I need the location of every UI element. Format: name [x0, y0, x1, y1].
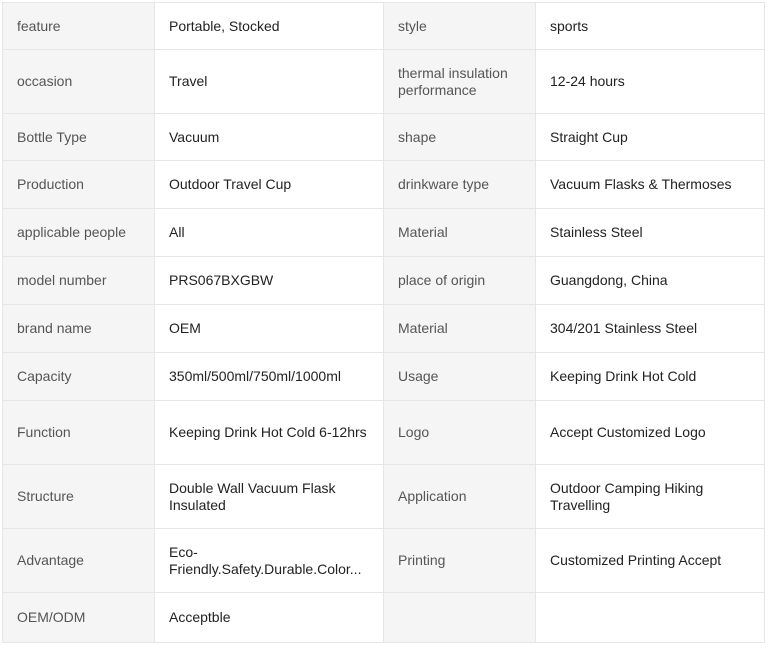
attribute-name: Material [398, 320, 448, 336]
table-row [3, 3, 765, 50]
attribute-name-cell [3, 114, 155, 161]
attribute-value-cell [155, 3, 384, 50]
attribute-name-cell [3, 305, 155, 353]
table-row [3, 353, 765, 401]
attribute-name: Bottle Type [17, 128, 87, 145]
attribute-name: Application [398, 488, 467, 504]
attribute-value-cell [536, 257, 765, 305]
attribute-value: 350ml/500ml/750ml/1000ml [169, 368, 341, 384]
attribute-value-cell [536, 353, 765, 401]
attribute-value: Travel [169, 73, 208, 89]
table-row [3, 114, 765, 161]
attribute-name-cell [3, 401, 155, 465]
attribute-name: OEM/ODM [17, 609, 86, 625]
attribute-name-cell [3, 529, 155, 593]
attribute-name-cell [384, 209, 536, 257]
attribute-name-cell [384, 114, 536, 161]
attribute-value-cell [536, 3, 765, 50]
attribute-name-cell [3, 209, 155, 257]
table-row [3, 465, 765, 529]
attribute-value: Vacuum Flasks & Thermoses [550, 176, 732, 192]
attribute-value: sports [550, 17, 589, 34]
attribute-name-cell [3, 353, 155, 401]
attribute-value-cell [536, 529, 765, 593]
attribute-name-cell [3, 465, 155, 529]
table-row [3, 209, 765, 257]
attribute-value-cell [536, 114, 765, 161]
attribute-name: drinkware type [398, 176, 490, 192]
attribute-value: Stainless Steel [550, 224, 643, 240]
attribute-name: feature [17, 17, 61, 34]
attribute-name-cell [3, 257, 155, 305]
attribute-value-cell [155, 353, 384, 401]
attribute-value-cell [155, 305, 384, 353]
attribute-name-cell [384, 529, 536, 593]
attribute-value-cell [155, 529, 384, 593]
attribute-value-cell [536, 593, 765, 643]
attribute-name: shape [398, 128, 437, 145]
attribute-value: Keeping Drink Hot Cold [550, 368, 697, 384]
attribute-value: Double Wall Vacuum Flask Insulated [169, 479, 336, 513]
attribute-name-cell [384, 257, 536, 305]
attribute-value: 12-24 hours [550, 73, 625, 89]
attribute-name-cell [384, 593, 536, 643]
attribute-value-cell [536, 465, 765, 529]
attribute-value: Outdoor Travel Cup [169, 176, 292, 192]
attribute-value-cell [155, 401, 384, 465]
attribute-value-cell [536, 401, 765, 465]
attribute-name-cell [3, 593, 155, 643]
attribute-value: Accept Customized Logo [550, 424, 706, 440]
attribute-value: Straight Cup [550, 128, 628, 145]
attribute-name: brand name [17, 320, 92, 336]
attribute-name-cell [384, 353, 536, 401]
attribute-value-cell [155, 465, 384, 529]
attribute-value-cell [155, 593, 384, 643]
attribute-value: Portable, Stocked [169, 17, 280, 34]
attribute-value-cell [536, 161, 765, 209]
product-attributes-table [2, 2, 765, 643]
attribute-name: Function [17, 424, 71, 440]
attribute-name: Printing [398, 552, 446, 568]
attribute-name-cell [384, 161, 536, 209]
table-row [3, 161, 765, 209]
attribute-value: 304/201 Stainless Steel [550, 320, 698, 336]
table-row [3, 305, 765, 353]
attribute-name-cell [3, 161, 155, 209]
attribute-name-cell [3, 50, 155, 114]
attributes-table-body [3, 3, 765, 643]
attribute-name-cell [384, 401, 536, 465]
attribute-value: PRS067BXGBW [169, 272, 274, 288]
attribute-value-cell [155, 209, 384, 257]
attribute-name: Material [398, 224, 448, 240]
attribute-value-cell [155, 161, 384, 209]
attribute-value: Acceptble [169, 609, 231, 625]
attribute-value-cell [536, 50, 765, 114]
attribute-value: Outdoor Camping Hiking Travelling [550, 479, 704, 513]
attribute-value: Vacuum [169, 128, 220, 145]
attribute-name: thermal insulation performance [398, 64, 508, 98]
attribute-value-cell [155, 50, 384, 114]
table-row [3, 593, 765, 643]
attribute-value: Guangdong, China [550, 272, 668, 288]
attribute-value: Eco-Friendly.Safety.Durable.Color... [169, 543, 362, 577]
attribute-name-cell [384, 50, 536, 114]
attribute-name: style [398, 17, 427, 34]
attribute-value-cell [536, 209, 765, 257]
table-row [3, 257, 765, 305]
attribute-value-cell [536, 305, 765, 353]
attribute-value-cell [155, 114, 384, 161]
attribute-name: applicable people [17, 224, 126, 240]
attribute-name: Structure [17, 488, 74, 504]
table-row [3, 50, 765, 114]
attribute-name-cell [384, 465, 536, 529]
attribute-name: occasion [17, 73, 73, 89]
attribute-value-cell [155, 257, 384, 305]
attribute-value: Keeping Drink Hot Cold 6-12hrs [169, 424, 367, 440]
attribute-name: Usage [398, 368, 439, 384]
attribute-name: place of origin [398, 272, 486, 288]
attribute-name: model number [17, 272, 107, 288]
attribute-value: OEM [169, 320, 201, 336]
table-row [3, 401, 765, 465]
attribute-name-cell [384, 3, 536, 50]
attribute-name-cell [3, 3, 155, 50]
table-row [3, 529, 765, 593]
attribute-name-cell [384, 305, 536, 353]
attribute-name: Advantage [17, 552, 84, 568]
attribute-value: All [169, 224, 185, 240]
attribute-value: Customized Printing Accept [550, 552, 722, 568]
attribute-name: Logo [398, 424, 430, 440]
attribute-name: Production [17, 176, 84, 192]
attribute-name: Capacity [17, 368, 72, 384]
